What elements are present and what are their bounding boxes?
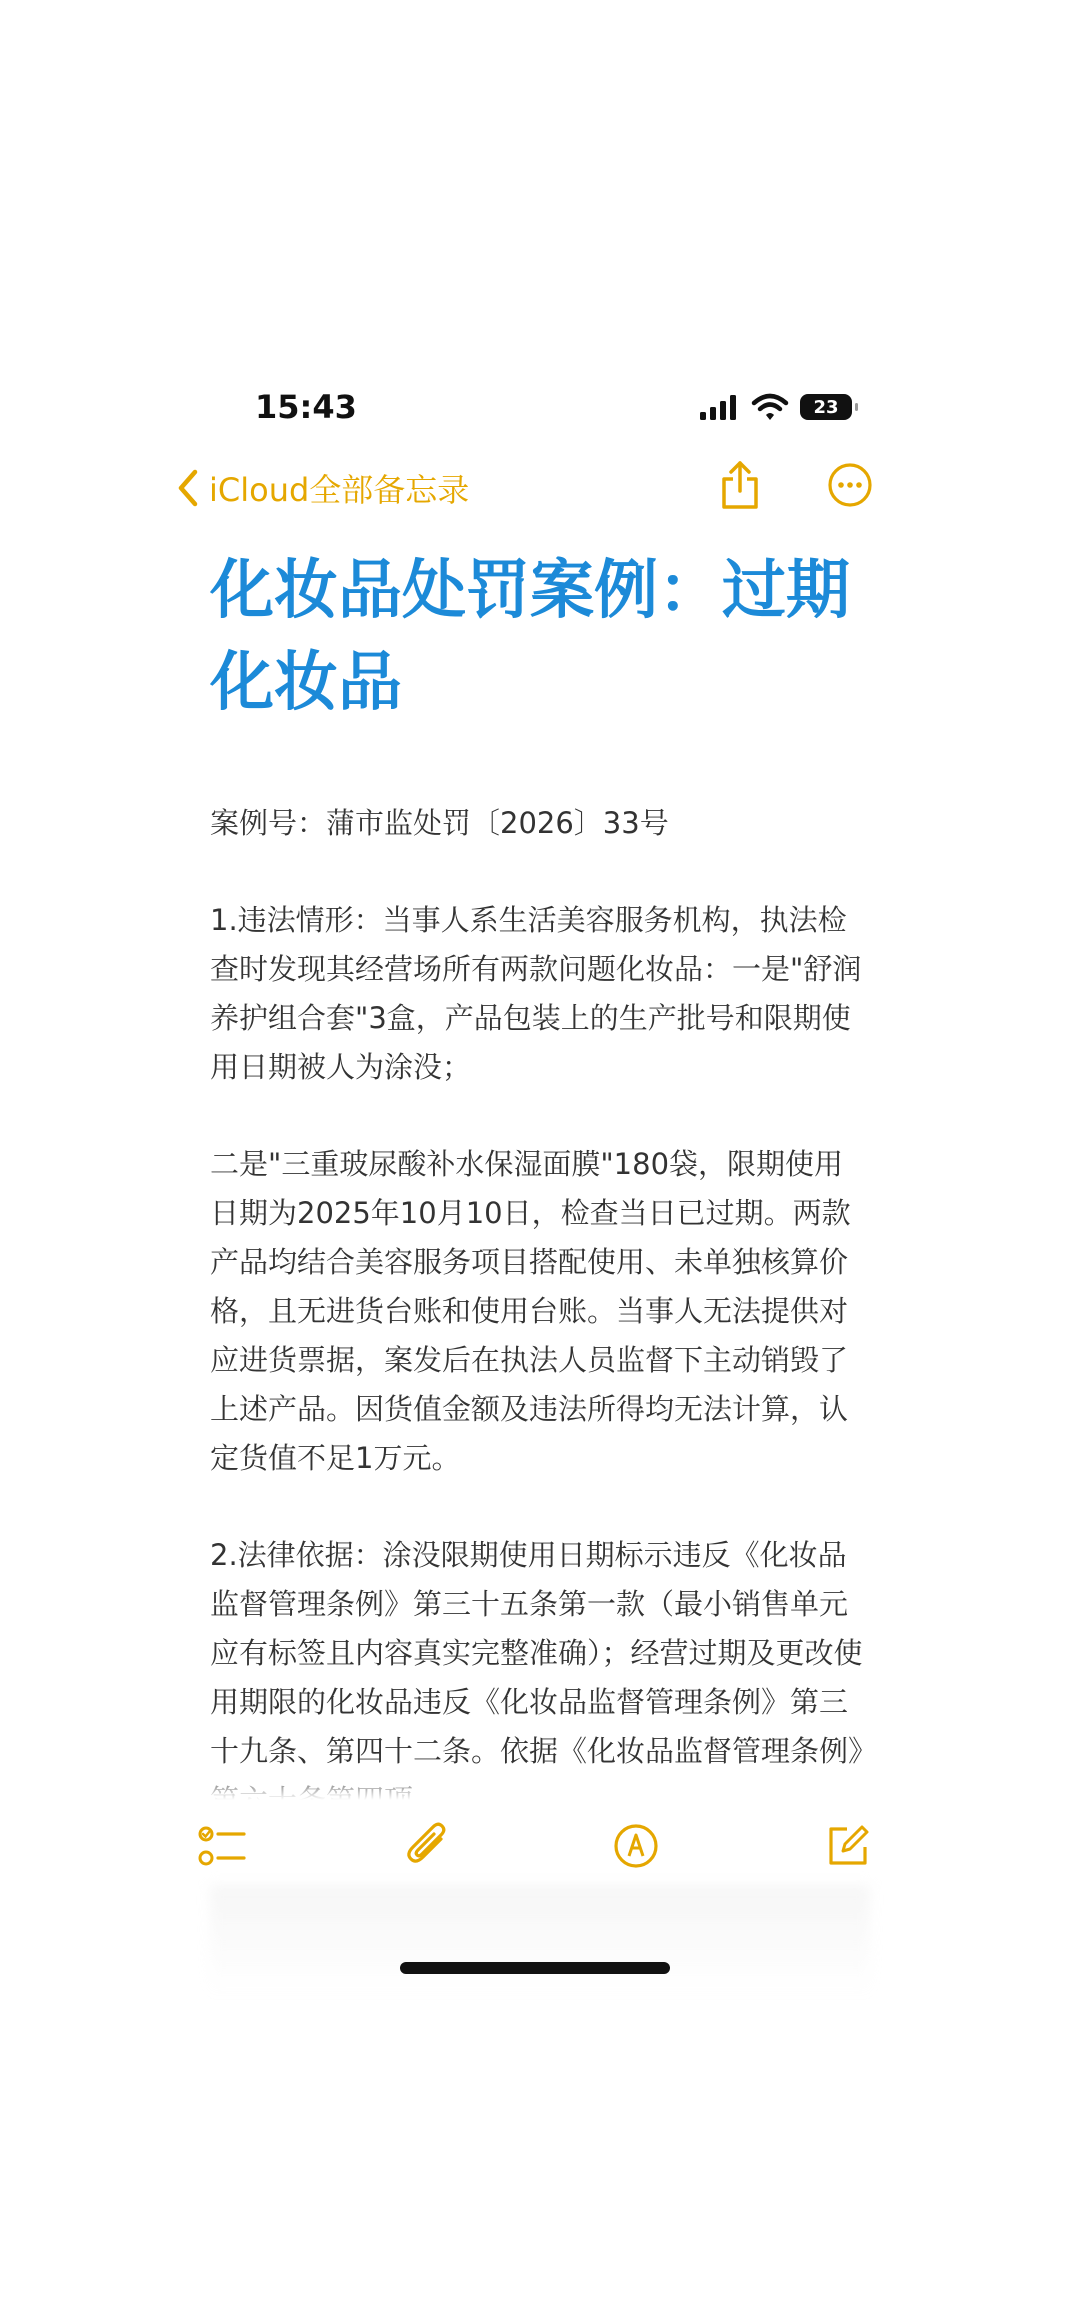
markup-pen-icon [612, 1822, 660, 1870]
signal-icon [700, 394, 740, 420]
compose-icon [825, 1823, 871, 1869]
note-paragraph-legal-basis[interactable]: 2.法律依据：涂没限期使用日期标示违反《化妆品监督管理条例》第三十五条第一款（最小销售单元应有标签且内容真实完整准确）；经营过期及更改使用期限的化妆品违反《化妆品监督管理条例》第三十九条、第四十二条。依据《化妆品监督管理条例》 [210, 1538, 863, 1768]
back-label: iCloud全部备忘录 [209, 471, 470, 509]
checklist-button[interactable] [195, 1818, 251, 1874]
compose-button[interactable] [820, 1818, 876, 1874]
content-fade [180, 1770, 900, 1800]
status-bar [0, 370, 1080, 440]
battery-level: 23 [813, 396, 839, 418]
note-paragraph-violation[interactable]: 1.违法情形：当事人系生活美容服务机构，执法检查时发现其经营场所有两款问题化妆品：一是"舒润养护组合套"3盒，产品包装上的生产批号和限期使用日期被人为涂没； [210, 903, 862, 1084]
status-icons [700, 390, 852, 424]
wifi-icon [752, 393, 788, 421]
checklist-icon [198, 1824, 248, 1868]
battery-indicator [800, 394, 852, 420]
note-paragraph-case-number[interactable]: 案例号：蒲市监处罚〔2026〕33号 [210, 806, 669, 840]
note-title[interactable]: 化妆品处罚案例：过期化妆品 [210, 554, 850, 720]
scrolled-content-ghost [210, 1885, 870, 1995]
more-button[interactable] [825, 455, 875, 515]
bottom-toolbar [0, 1800, 1080, 1890]
status-time: 15:43 [255, 388, 357, 426]
note-paragraph-violation-cont[interactable]: 二是"三重玻尿酸补水保湿面膜"180袋，限期使用日期为2025年10月10日，检查当日已过期。两款产品均结合美容服务项目搭配使用、未单独核算价格，且无进货台账和使用台账。当事人无法提供对应进货票据，案发后在执法人员监督下主动销毁了上述产品。因货值金额及违法所得均无法计算，认定货值不足1万元。 [210, 1147, 851, 1475]
nav-bar [0, 455, 1080, 535]
share-button[interactable] [715, 455, 765, 515]
home-indicator[interactable] [400, 1962, 670, 1974]
note-content[interactable] [210, 545, 870, 1795]
paperclip-icon [405, 1821, 451, 1871]
chevron-left-icon [175, 468, 201, 508]
more-icon [827, 462, 873, 508]
attach-button[interactable] [400, 1818, 456, 1874]
share-icon [720, 459, 760, 511]
nav-actions [715, 455, 875, 515]
back-button[interactable] [175, 465, 469, 511]
markup-button[interactable] [608, 1818, 664, 1874]
